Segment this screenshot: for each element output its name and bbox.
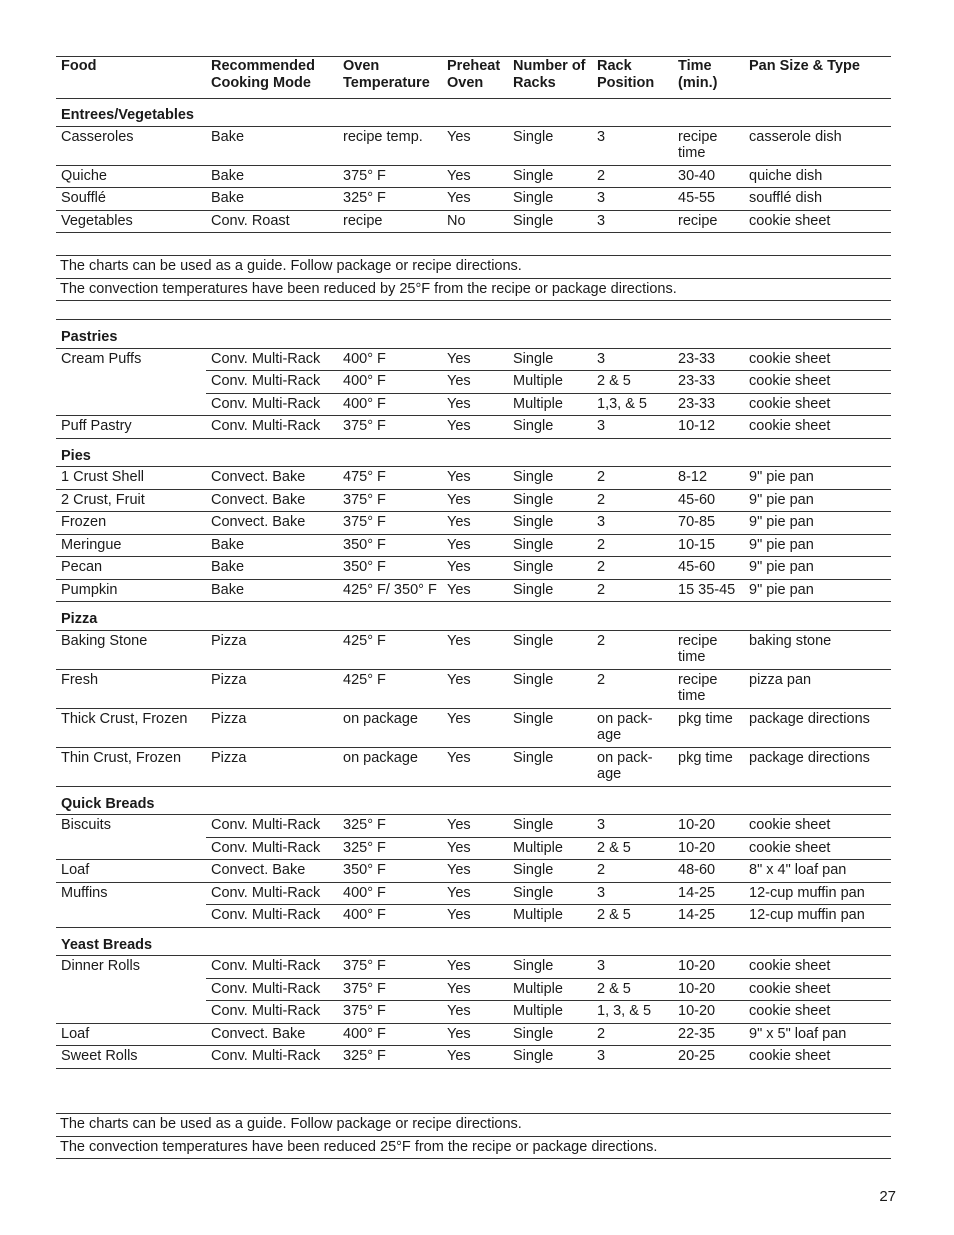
table-row <box>56 188 891 211</box>
cell-number-of-racks: Single <box>508 165 592 188</box>
note-guide: The charts can be used as a guide. Follow package or recipe directions. <box>56 1113 891 1136</box>
cell-oven-temperature: 375° F <box>338 489 442 512</box>
section-row-yeast-breads <box>56 927 891 956</box>
cell-oven-temperature: 400° F <box>338 371 442 394</box>
cell-rack-position: 2 <box>592 860 673 883</box>
cell-food: Pecan <box>56 557 206 580</box>
cell-oven-temperature: recipe <box>338 210 442 233</box>
cell-food: Fresh <box>56 669 206 708</box>
cell-pan-size-type: cookie sheet <box>744 210 891 233</box>
cell-cooking-mode: Conv. Multi-Rack <box>206 348 338 371</box>
cell-pan-size-type: cookie sheet <box>744 416 891 439</box>
cell-preheat-oven: No <box>442 210 508 233</box>
cell-time: 45-60 <box>673 489 744 512</box>
table-row <box>56 956 891 979</box>
cell-oven-temperature: on package <box>338 747 442 786</box>
table-row <box>56 882 891 905</box>
cell-oven-temperature: 400° F <box>338 1023 442 1046</box>
table-row <box>56 747 891 786</box>
cell-food: Loaf <box>56 1023 206 1046</box>
cell-cooking-mode: Conv. Multi-Rack <box>206 1046 338 1069</box>
table-header-row <box>56 57 891 99</box>
cell-food: Thin Crust, Frozen <box>56 747 206 786</box>
cell-oven-temperature: 425° F/ 350° F <box>338 579 442 602</box>
cell-rack-position: 3 <box>592 188 673 211</box>
cell-rack-position: on pack-age <box>592 708 673 747</box>
cell-number-of-racks: Single <box>508 210 592 233</box>
cell-oven-temperature: 350° F <box>338 557 442 580</box>
cell-rack-position: 3 <box>592 210 673 233</box>
table-row <box>56 1023 891 1046</box>
cooking-table-baked-goods <box>56 319 891 1069</box>
cell-preheat-oven: Yes <box>442 512 508 535</box>
cell-rack-position: 2 <box>592 579 673 602</box>
cooking-table-entrees <box>56 56 891 233</box>
cell-number-of-racks: Single <box>508 489 592 512</box>
section-row-quick-breads <box>56 786 891 815</box>
cell-cooking-mode: Bake <box>206 579 338 602</box>
cell-food: Thick Crust, Frozen <box>56 708 206 747</box>
cell-rack-position: 1, 3, & 5 <box>592 1001 673 1024</box>
cell-food: 1 Crust Shell <box>56 467 206 490</box>
cell-oven-temperature: 375° F <box>338 512 442 535</box>
section-row-pies <box>56 438 891 467</box>
cell-preheat-oven: Yes <box>442 669 508 708</box>
section-title: Entrees/Vegetables <box>56 99 891 127</box>
cell-cooking-mode: Conv. Roast <box>206 210 338 233</box>
cell-cooking-mode: Bake <box>206 534 338 557</box>
table-row <box>56 669 891 708</box>
cell-cooking-mode: Conv. Multi-Rack <box>206 371 338 394</box>
cell-time: 45-60 <box>673 557 744 580</box>
section-row-pastries <box>56 320 891 349</box>
table-row <box>56 1001 891 1024</box>
table-row <box>56 126 891 165</box>
cell-rack-position: 2 & 5 <box>592 905 673 928</box>
cell-rack-position: 3 <box>592 126 673 165</box>
cell-oven-temperature: 350° F <box>338 860 442 883</box>
cell-preheat-oven: Yes <box>442 905 508 928</box>
cell-pan-size-type: cookie sheet <box>744 371 891 394</box>
cell-number-of-racks: Single <box>508 708 592 747</box>
cell-oven-temperature: 325° F <box>338 188 442 211</box>
cell-food <box>56 1001 206 1024</box>
table-baked-goods <box>56 319 891 1069</box>
cell-pan-size-type: pizza pan <box>744 669 891 708</box>
cell-oven-temperature: recipe temp. <box>338 126 442 165</box>
cell-time: 23-33 <box>673 371 744 394</box>
cell-food: Cream Puffs <box>61 350 142 367</box>
table-row <box>56 467 891 490</box>
cell-cooking-mode: Conv. Multi-Rack <box>206 1001 338 1024</box>
cell-number-of-racks: Single <box>508 416 592 439</box>
table-row <box>56 210 891 233</box>
header-time: Time (min.) <box>673 57 744 99</box>
cell-number-of-racks: Multiple <box>508 837 592 860</box>
cell-preheat-oven: Yes <box>442 348 508 371</box>
cell-food: Baking Stone <box>56 630 206 669</box>
cell-time: 10-15 <box>673 534 744 557</box>
cell-preheat-oven: Yes <box>442 557 508 580</box>
cell-preheat-oven: Yes <box>442 416 508 439</box>
cell-preheat-oven: Yes <box>442 579 508 602</box>
cell-cooking-mode: Bake <box>206 165 338 188</box>
cell-preheat-oven: Yes <box>442 165 508 188</box>
cell-rack-position: 2 <box>592 467 673 490</box>
cell-pan-size-type: cookie sheet <box>744 837 891 860</box>
cell-time: 10-20 <box>673 815 744 838</box>
header-food: Food <box>56 57 206 99</box>
cell-number-of-racks: Multiple <box>508 1001 592 1024</box>
cell-time: 15 35-45 <box>673 579 744 602</box>
cell-time: 10-20 <box>673 837 744 860</box>
cell-rack-position: 2 <box>592 1023 673 1046</box>
table-row <box>56 815 891 838</box>
cell-food: Puff Pastry <box>56 416 206 439</box>
cell-food: Casseroles <box>56 126 206 165</box>
cell-rack-position: 3 <box>592 815 673 838</box>
cell-food: Biscuits <box>61 817 111 833</box>
cell-time: 14-25 <box>673 905 744 928</box>
cell-time: 10-20 <box>673 978 744 1001</box>
cell-oven-temperature: 375° F <box>338 1001 442 1024</box>
cell-rack-position: 2 <box>592 630 673 669</box>
cell-time: pkg time <box>673 747 744 786</box>
cell-oven-temperature: 400° F <box>338 882 442 905</box>
cell-preheat-oven: Yes <box>442 489 508 512</box>
cell-food: Frozen <box>56 512 206 535</box>
cell-time: 22-35 <box>673 1023 744 1046</box>
cell-food <box>56 905 206 928</box>
header-rack-position: Rack Position <box>592 57 673 99</box>
cell-food: Soufflé <box>56 188 206 211</box>
cell-number-of-racks: Multiple <box>508 978 592 1001</box>
table-row <box>56 630 891 669</box>
cell-oven-temperature: 400° F <box>338 393 442 416</box>
notes-bottom <box>56 1113 891 1159</box>
header-number-of-racks: Number of Racks <box>508 57 592 99</box>
cell-rack-position: 3 <box>592 348 673 371</box>
section-title: Quick Breads <box>56 786 891 815</box>
table-row <box>56 489 891 512</box>
cell-number-of-racks: Multiple <box>508 393 592 416</box>
cell-pan-size-type: cookie sheet <box>744 956 891 979</box>
cell-cooking-mode: Convect. Bake <box>206 512 338 535</box>
cell-pan-size-type: 9" pie pan <box>744 579 891 602</box>
cell-food: Pumpkin <box>56 579 206 602</box>
cell-pan-size-type: 9" pie pan <box>744 489 891 512</box>
cell-cooking-mode: Conv. Multi-Rack <box>206 393 338 416</box>
cell-number-of-racks: Single <box>508 188 592 211</box>
cell-number-of-racks: Single <box>508 882 592 905</box>
cell-food: Meringue <box>56 534 206 557</box>
cell-cooking-mode: Pizza <box>206 669 338 708</box>
cell-oven-temperature: 400° F <box>338 905 442 928</box>
table-row <box>56 905 891 928</box>
cell-pan-size-type: package directions <box>744 708 891 747</box>
cell-food <box>56 371 206 394</box>
cell-pan-size-type: soufflé dish <box>744 188 891 211</box>
section-title: Pastries <box>56 320 891 349</box>
cell-food: Sweet Rolls <box>56 1046 206 1069</box>
cell-pan-size-type: 9" pie pan <box>744 512 891 535</box>
cell-number-of-racks: Single <box>508 534 592 557</box>
cell-time: pkg time <box>673 708 744 747</box>
cell-pan-size-type: cookie sheet <box>744 348 891 371</box>
cell-preheat-oven: Yes <box>442 630 508 669</box>
cell-preheat-oven: Yes <box>442 467 508 490</box>
cell-pan-size-type: 9" pie pan <box>744 467 891 490</box>
cell-food: Muffins <box>61 884 108 901</box>
cell-number-of-racks: Single <box>508 815 592 838</box>
cell-time: recipe time <box>673 126 744 165</box>
cell-number-of-racks: Single <box>508 1023 592 1046</box>
section-title: Yeast Breads <box>56 927 891 956</box>
cell-cooking-mode: Conv. Multi-Rack <box>206 978 338 1001</box>
cell-rack-position: 3 <box>592 956 673 979</box>
cell-rack-position: 3 <box>592 512 673 535</box>
notes-top <box>56 255 891 301</box>
cell-food: Vegetables <box>56 210 206 233</box>
cell-cooking-mode: Conv. Multi-Rack <box>206 905 338 928</box>
cell-cooking-mode: Pizza <box>206 630 338 669</box>
cell-food: Dinner Rolls <box>61 958 140 974</box>
cell-preheat-oven: Yes <box>442 882 508 905</box>
cell-number-of-racks: Single <box>508 579 592 602</box>
cell-cooking-mode: Conv. Multi-Rack <box>206 837 338 860</box>
cell-number-of-racks: Single <box>508 860 592 883</box>
cell-food <box>56 978 206 1001</box>
cell-time: recipe time <box>673 669 744 708</box>
cell-pan-size-type: cookie sheet <box>744 978 891 1001</box>
cell-preheat-oven: Yes <box>442 371 508 394</box>
cell-oven-temperature: on package <box>338 708 442 747</box>
cell-pan-size-type: quiche dish <box>744 165 891 188</box>
cell-rack-position: 2 <box>592 557 673 580</box>
cell-preheat-oven: Yes <box>442 188 508 211</box>
table-row <box>56 860 891 883</box>
cell-pan-size-type: 12-cup muffin pan <box>744 905 891 928</box>
section-title: Pizza <box>56 602 891 631</box>
cell-time: 30-40 <box>673 165 744 188</box>
cell-pan-size-type: 9" pie pan <box>744 557 891 580</box>
note-guide: The charts can be used as a guide. Follow package or recipe directions. <box>56 255 891 278</box>
cell-pan-size-type: cookie sheet <box>744 815 891 838</box>
cell-oven-temperature: 375° F <box>338 978 442 1001</box>
cell-time: 14-25 <box>673 882 744 905</box>
cell-preheat-oven: Yes <box>442 978 508 1001</box>
cell-cooking-mode: Conv. Multi-Rack <box>206 956 338 979</box>
cell-rack-position: 3 <box>592 882 673 905</box>
cell-preheat-oven: Yes <box>442 534 508 557</box>
cell-pan-size-type: cookie sheet <box>744 393 891 416</box>
cell-cooking-mode: Convect. Bake <box>206 467 338 490</box>
cell-oven-temperature: 325° F <box>338 837 442 860</box>
cell-oven-temperature: 425° F <box>338 630 442 669</box>
cell-number-of-racks: Multiple <box>508 371 592 394</box>
cell-rack-position: 2 <box>592 534 673 557</box>
cell-time: 10-20 <box>673 956 744 979</box>
cell-cooking-mode: Bake <box>206 188 338 211</box>
table-row <box>56 534 891 557</box>
cell-preheat-oven: Yes <box>442 747 508 786</box>
cell-cooking-mode: Bake <box>206 557 338 580</box>
cell-food: Loaf <box>56 860 206 883</box>
cell-pan-size-type: 9" pie pan <box>744 534 891 557</box>
cell-preheat-oven: Yes <box>442 1001 508 1024</box>
cell-cooking-mode: Convect. Bake <box>206 860 338 883</box>
cell-time: 8-12 <box>673 467 744 490</box>
cell-number-of-racks: Single <box>508 630 592 669</box>
cell-pan-size-type: casserole dish <box>744 126 891 165</box>
cell-cooking-mode: Pizza <box>206 747 338 786</box>
cell-preheat-oven: Yes <box>442 126 508 165</box>
cell-oven-temperature: 425° F <box>338 669 442 708</box>
header-oven-temperature: Oven Temperature <box>338 57 442 99</box>
table-row <box>56 708 891 747</box>
cell-rack-position: 2 <box>592 489 673 512</box>
cell-time: 20-25 <box>673 1046 744 1069</box>
cell-preheat-oven: Yes <box>442 860 508 883</box>
section-row-pizza <box>56 602 891 631</box>
table-row <box>56 393 891 416</box>
cell-time: 48-60 <box>673 860 744 883</box>
cell-number-of-racks: Single <box>508 467 592 490</box>
cell-rack-position: on pack-age <box>592 747 673 786</box>
cell-food <box>56 837 206 860</box>
table-row <box>56 512 891 535</box>
cell-preheat-oven: Yes <box>442 837 508 860</box>
cell-rack-position: 2 & 5 <box>592 837 673 860</box>
cell-number-of-racks: Single <box>508 557 592 580</box>
section-title: Pies <box>56 438 891 467</box>
cell-preheat-oven: Yes <box>442 1046 508 1069</box>
cell-food: Quiche <box>56 165 206 188</box>
cell-time: 23-33 <box>673 393 744 416</box>
cell-number-of-racks: Single <box>508 1046 592 1069</box>
cell-oven-temperature: 375° F <box>338 956 442 979</box>
table-row <box>56 1046 891 1069</box>
cell-rack-position: 3 <box>592 1046 673 1069</box>
cell-pan-size-type: 8" x 4" loaf pan <box>744 860 891 883</box>
cell-cooking-mode: Bake <box>206 126 338 165</box>
header-preheat-oven: Preheat Oven <box>442 57 508 99</box>
cell-pan-size-type: 12-cup muffin pan <box>744 882 891 905</box>
section-row-entrees-vegetables <box>56 99 891 127</box>
cell-number-of-racks: Multiple <box>508 905 592 928</box>
header-pan-size-type: Pan Size & Type <box>744 57 891 99</box>
cell-rack-position: 2 <box>592 669 673 708</box>
cell-pan-size-type: cookie sheet <box>744 1001 891 1024</box>
note-convection: The convection temperatures have been reduced 25°F from the recipe or package directions. <box>56 1136 891 1160</box>
cell-cooking-mode: Conv. Multi-Rack <box>206 882 338 905</box>
cell-time: 10-20 <box>673 1001 744 1024</box>
cell-cooking-mode: Conv. Multi-Rack <box>206 416 338 439</box>
note-convection: The convection temperatures have been reduced by 25°F from the recipe or package directions. <box>56 278 891 302</box>
cell-rack-position: 3 <box>592 416 673 439</box>
cell-time: 45-55 <box>673 188 744 211</box>
cell-number-of-racks: Single <box>508 512 592 535</box>
cell-preheat-oven: Yes <box>442 815 508 838</box>
cell-oven-temperature: 325° F <box>338 1046 442 1069</box>
cell-number-of-racks: Single <box>508 348 592 371</box>
cell-time: 70-85 <box>673 512 744 535</box>
table-row <box>56 416 891 439</box>
cell-oven-temperature: 375° F <box>338 165 442 188</box>
cell-number-of-racks: Single <box>508 956 592 979</box>
table-entrees <box>56 56 891 233</box>
table-row <box>56 837 891 860</box>
cell-cooking-mode: Convect. Bake <box>206 1023 338 1046</box>
header-cooking-mode: Recommended Cooking Mode <box>206 57 338 99</box>
table-row <box>56 579 891 602</box>
cell-rack-position: 2 & 5 <box>592 978 673 1001</box>
cell-time: recipe time <box>673 630 744 669</box>
cell-time: 10-12 <box>673 416 744 439</box>
cell-oven-temperature: 475° F <box>338 467 442 490</box>
cell-cooking-mode: Conv. Multi-Rack <box>206 815 338 838</box>
cell-preheat-oven: Yes <box>442 1023 508 1046</box>
cell-rack-position: 2 <box>592 165 673 188</box>
cell-pan-size-type: baking stone <box>744 630 891 669</box>
table-row <box>56 348 891 371</box>
table-row <box>56 978 891 1001</box>
cell-number-of-racks: Single <box>508 669 592 708</box>
table-row <box>56 557 891 580</box>
cell-pan-size-type: cookie sheet <box>744 1046 891 1069</box>
cell-preheat-oven: Yes <box>442 956 508 979</box>
cell-oven-temperature: 400° F <box>338 348 442 371</box>
cell-number-of-racks: Single <box>508 126 592 165</box>
cell-pan-size-type: 9" x 5" loaf pan <box>744 1023 891 1046</box>
cell-time: recipe <box>673 210 744 233</box>
table-row <box>56 165 891 188</box>
cell-rack-position: 2 & 5 <box>592 371 673 394</box>
cell-preheat-oven: Yes <box>442 393 508 416</box>
cell-cooking-mode: Pizza <box>206 708 338 747</box>
cell-food <box>56 393 206 416</box>
cell-pan-size-type: package directions <box>744 747 891 786</box>
cell-cooking-mode: Convect. Bake <box>206 489 338 512</box>
cell-oven-temperature: 325° F <box>338 815 442 838</box>
cell-number-of-racks: Single <box>508 747 592 786</box>
cell-preheat-oven: Yes <box>442 708 508 747</box>
cell-oven-temperature: 350° F <box>338 534 442 557</box>
cell-time: 23-33 <box>673 348 744 371</box>
cell-food: 2 Crust, Fruit <box>56 489 206 512</box>
table-row <box>56 371 891 394</box>
cell-rack-position: 1,3, & 5 <box>592 393 673 416</box>
page-number: 27 <box>879 1188 896 1205</box>
cell-oven-temperature: 375° F <box>338 416 442 439</box>
